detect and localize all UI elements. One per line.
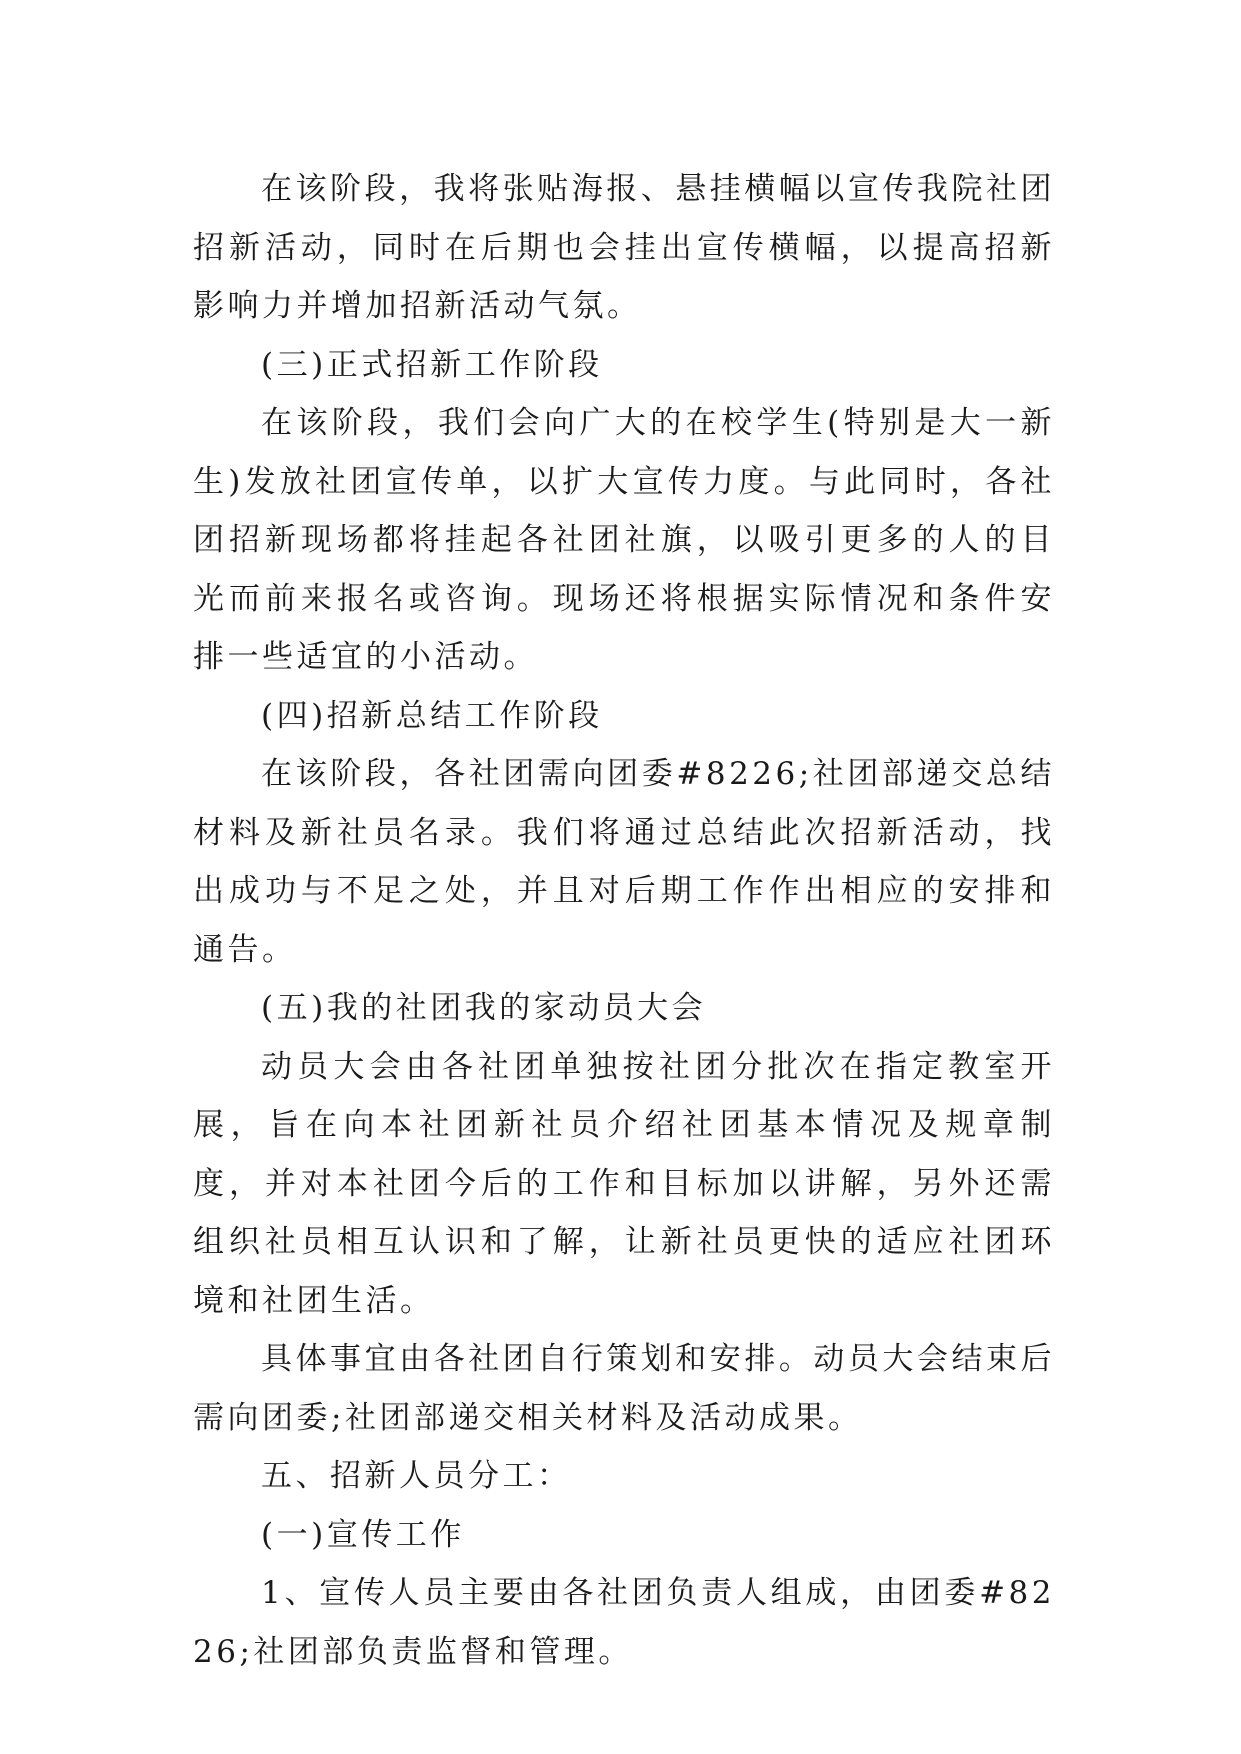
- heading-publicity-work: (一)宣传工作: [261, 1516, 465, 1553]
- paragraph-mobilization-meeting: 动员大会由各社团单独按社团分批次在指定教室开展，旨在向本社团新社员介绍社团基本情况及规章制度，并对本社团今后的工作和目标加以讲解，另外还需组织社员相互认识和了解，让新社员更快的适应社团环境和社团生活。: [193, 1048, 1055, 1319]
- heading-formal-recruitment-stage: (三)正式招新工作阶段: [261, 346, 603, 383]
- heading-mobilization-meeting: (五)我的社团我的家动员大会: [261, 990, 707, 1026]
- heading-staff-division: 五、招新人员分工：: [261, 1458, 572, 1494]
- heading-recruitment-summary-stage: (四)招新总结工作阶段: [261, 697, 603, 734]
- paragraph-formal-recruitment: 在该阶段，我们会向广大的在校学生(特别是大一新生)发放社团宣传单，以扩大宣传力度。与此同时，各社团招新现场都将挂起各社团社旗，以吸引更多的人的目光而前来报名或咨询。现场还将根据实际情况和条件安排一些适宜的小活动。: [193, 405, 1055, 675]
- paragraph-recruitment-summary: 在该阶段，各社团需向团委#8226;社团部递交总结材料及新社员名录。我们将通过总结此次招新活动，找出成功与不足之处，并且对后期工作作出相应的安排和通告。: [193, 756, 1055, 968]
- document-body: [193, 160, 1055, 1681]
- paragraph-promotion-stage: 在该阶段，我将张贴海报、悬挂横幅以宣传我院社团招新活动，同时在后期也会挂出宣传横幅，以提高招新影响力并增加招新活动气氛。: [193, 171, 1055, 324]
- paragraph-specific-matters: 具体事宜由各社团自行策划和安排。动员大会结束后需向团委;社团部递交相关材料及活动成果。: [193, 1341, 1055, 1436]
- paragraph-publicity-staff: 1、宣传人员主要由各社团负责人组成，由团委#8226;社团部负责监督和管理。: [193, 1575, 1055, 1670]
